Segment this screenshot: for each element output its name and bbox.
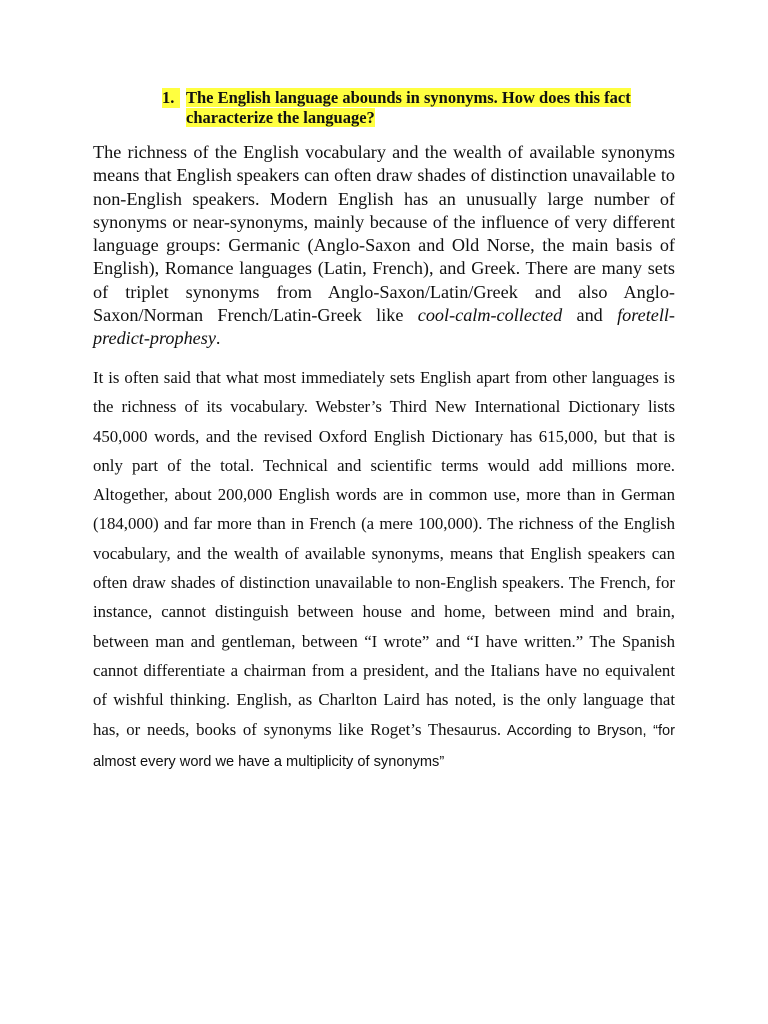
question-text-block bbox=[186, 88, 675, 128]
paragraph-1-connector: and bbox=[562, 305, 618, 326]
paragraph-2-text: It is often said that what most immediately sets English apart from other languages is the richness of its vocabulary. Webster’s Third New International Dictionary lists 450,000 words, and the revised Oxford English Dictionary has 615,000, but that is only part of the total. Technical and scientific terms would add millions more. Altogether, about 200,000 English words are in common use, more than in German (184,000) and far more than in French (a mere 100,000). The richness of the English vocabulary, and the wealth of available synonyms, means that English speakers can often draw shades of distinction unavailable to non-English speakers. The French, for instance, cannot distinguish between house and home, between mind and brain, between man and gentleman, between “I wrote” and “I have written.” The Spanish cannot differentiate a chairman from a president, and the Italians have no equivalent of wishful thinking. English, as Charlton Laird has noted, is the only language that has, or needs, books of synonyms like Roget’s Thesaurus. bbox=[93, 368, 675, 739]
answer-paragraph-2 bbox=[93, 363, 675, 777]
question-heading bbox=[162, 88, 675, 128]
question-text: The English language abounds in synonyms. How does this fact characterize the language? bbox=[186, 88, 631, 127]
bryson-quote: According to Bryson, “for almost every word we have a multiplicity of synonyms” bbox=[93, 722, 675, 770]
example-triplet-2: foretell-predict-prophesy bbox=[93, 305, 675, 349]
answer-paragraph-1 bbox=[93, 141, 675, 351]
question-number: 1. bbox=[162, 88, 180, 108]
paragraph-1-end: . bbox=[215, 328, 221, 349]
example-triplet-1: cool-calm-collected bbox=[417, 305, 563, 326]
paragraph-1-text: The richness of the English vocabulary and the wealth of available synonyms means that English speakers can often draw shades of distinction unavailable to non-English speakers. Modern English has an unusually large number of synonyms or near-synonyms, mainly because of the influence of very different language groups: Germanic (Anglo-Saxon and Old Norse, the main basis of English), Romance languages (Latin, French), and Greek. There are many sets of triplet synonyms from Anglo-Saxon/Latin/Greek and also Anglo-Saxon/Norman French/Latin-Greek like bbox=[93, 142, 675, 326]
